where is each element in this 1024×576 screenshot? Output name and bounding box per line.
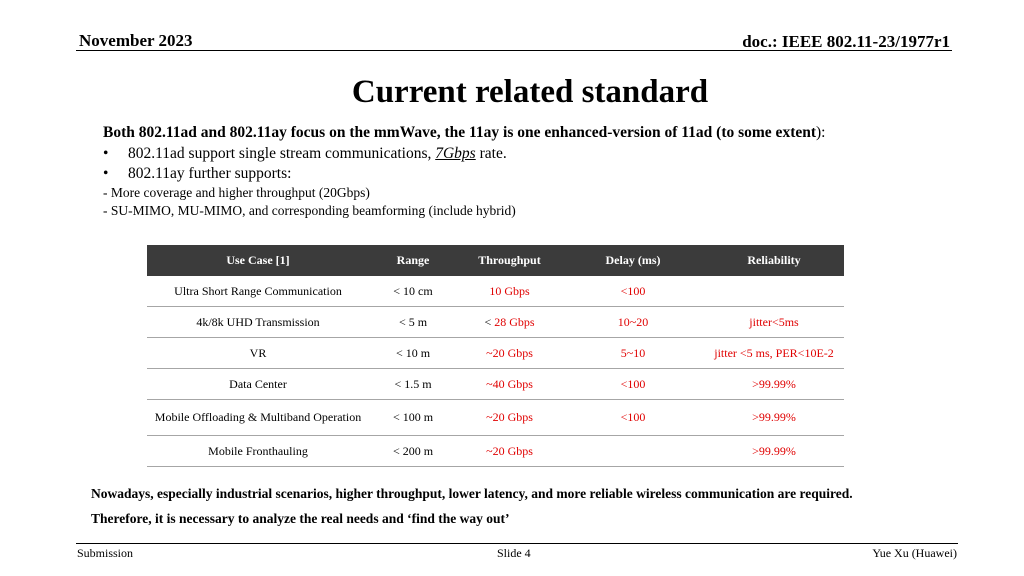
cell-range: < 200 m — [369, 436, 457, 467]
cell-throughput: ~20 Gbps — [457, 400, 562, 436]
cell-throughput: 10 Gbps — [457, 276, 562, 307]
cell-use-case: Data Center — [147, 369, 369, 400]
header-date: November 2023 — [79, 31, 193, 50]
cell-range: < 10 m — [369, 338, 457, 369]
intro-tail: ): — [816, 124, 826, 141]
sub-item: - More coverage and higher throughput (20Gbps) — [103, 185, 370, 200]
cell-delay: 5~10 — [562, 338, 704, 369]
intro-main: Both 802.11ad and 802.11ay focus on the mmWave, the 11ay is one enhanced-version of 11ad (to some extent — [103, 124, 817, 141]
cell-range: < 10 cm — [369, 276, 457, 307]
header-reliability: Reliability — [704, 245, 844, 276]
table-row — [147, 338, 844, 369]
footer-slide-number: Slide 4 — [497, 546, 531, 560]
slide-title: Current related standard — [351, 74, 709, 110]
cell-throughput: ~20 Gbps — [457, 338, 562, 369]
table-row — [147, 436, 844, 467]
cell-reliability: >99.99% — [704, 436, 844, 467]
bullet-emphasis: 7Gbps — [435, 145, 476, 162]
throughput-value: 28 Gbps — [494, 314, 535, 329]
throughput-prefix: < — [484, 314, 495, 329]
table-row — [147, 307, 844, 338]
cell-delay: <100 — [562, 369, 704, 400]
cell-use-case: Ultra Short Range Communication — [147, 276, 369, 307]
footer-divider — [76, 543, 958, 544]
footer-submission: Submission — [77, 546, 134, 560]
use-case-table — [147, 245, 844, 467]
cell-reliability: jitter <5 ms, PER<10E-2 — [704, 338, 844, 369]
conclusion-line: Therefore, it is necessary to analyze the real needs and ‘find the way out’ — [91, 511, 510, 526]
header-throughput: Throughput — [457, 245, 562, 276]
bullet-suffix: rate. — [475, 145, 507, 162]
cell-reliability — [704, 276, 844, 307]
cell-reliability: jitter<5ms — [704, 307, 844, 338]
sub-item: - SU-MIMO, MU-MIMO, and corresponding beamforming (include hybrid) — [103, 203, 516, 218]
cell-reliability: >99.99% — [704, 400, 844, 436]
cell-delay: <100 — [562, 276, 704, 307]
cell-delay: <100 — [562, 400, 704, 436]
bullet-item — [103, 165, 291, 183]
bullet-marker: • — [103, 145, 109, 162]
cell-range: < 5 m — [369, 307, 457, 338]
cell-range: < 100 m — [369, 400, 457, 436]
cell-delay — [562, 436, 704, 467]
table-row — [147, 369, 844, 400]
header-divider — [76, 50, 952, 51]
cell-throughput — [457, 307, 562, 338]
bullet-prefix: 802.11ad support single stream communications, — [128, 145, 436, 162]
table-header-row — [147, 245, 844, 276]
bullet-item — [103, 145, 507, 163]
cell-throughput: ~20 Gbps — [457, 436, 562, 467]
header-doc-id: doc.: IEEE 802.11-23/1977r1 — [742, 32, 950, 51]
cell-reliability: >99.99% — [704, 369, 844, 400]
table-row — [147, 276, 844, 307]
footer-author: Yue Xu (Huawei) — [872, 546, 957, 560]
intro-text — [103, 124, 825, 142]
cell-range: < 1.5 m — [369, 369, 457, 400]
header-delay: Delay (ms) — [562, 245, 704, 276]
header-range: Range — [369, 245, 457, 276]
table-row — [147, 400, 844, 436]
conclusion-line: Nowadays, especially industrial scenarios, higher throughput, lower latency, and more reliable wireless communication are required. — [91, 486, 853, 501]
cell-use-case: VR — [147, 338, 369, 369]
bullet-marker: • — [103, 165, 109, 182]
cell-delay: 10~20 — [562, 307, 704, 338]
header-use-case: Use Case [1] — [147, 245, 369, 276]
cell-throughput: ~40 Gbps — [457, 369, 562, 400]
bullet-text: 802.11ay further supports: — [128, 165, 292, 182]
cell-use-case: Mobile Offloading & Multiband Operation — [147, 400, 369, 436]
cell-use-case: Mobile Fronthauling — [147, 436, 369, 467]
cell-use-case: 4k/8k UHD Transmission — [147, 307, 369, 338]
